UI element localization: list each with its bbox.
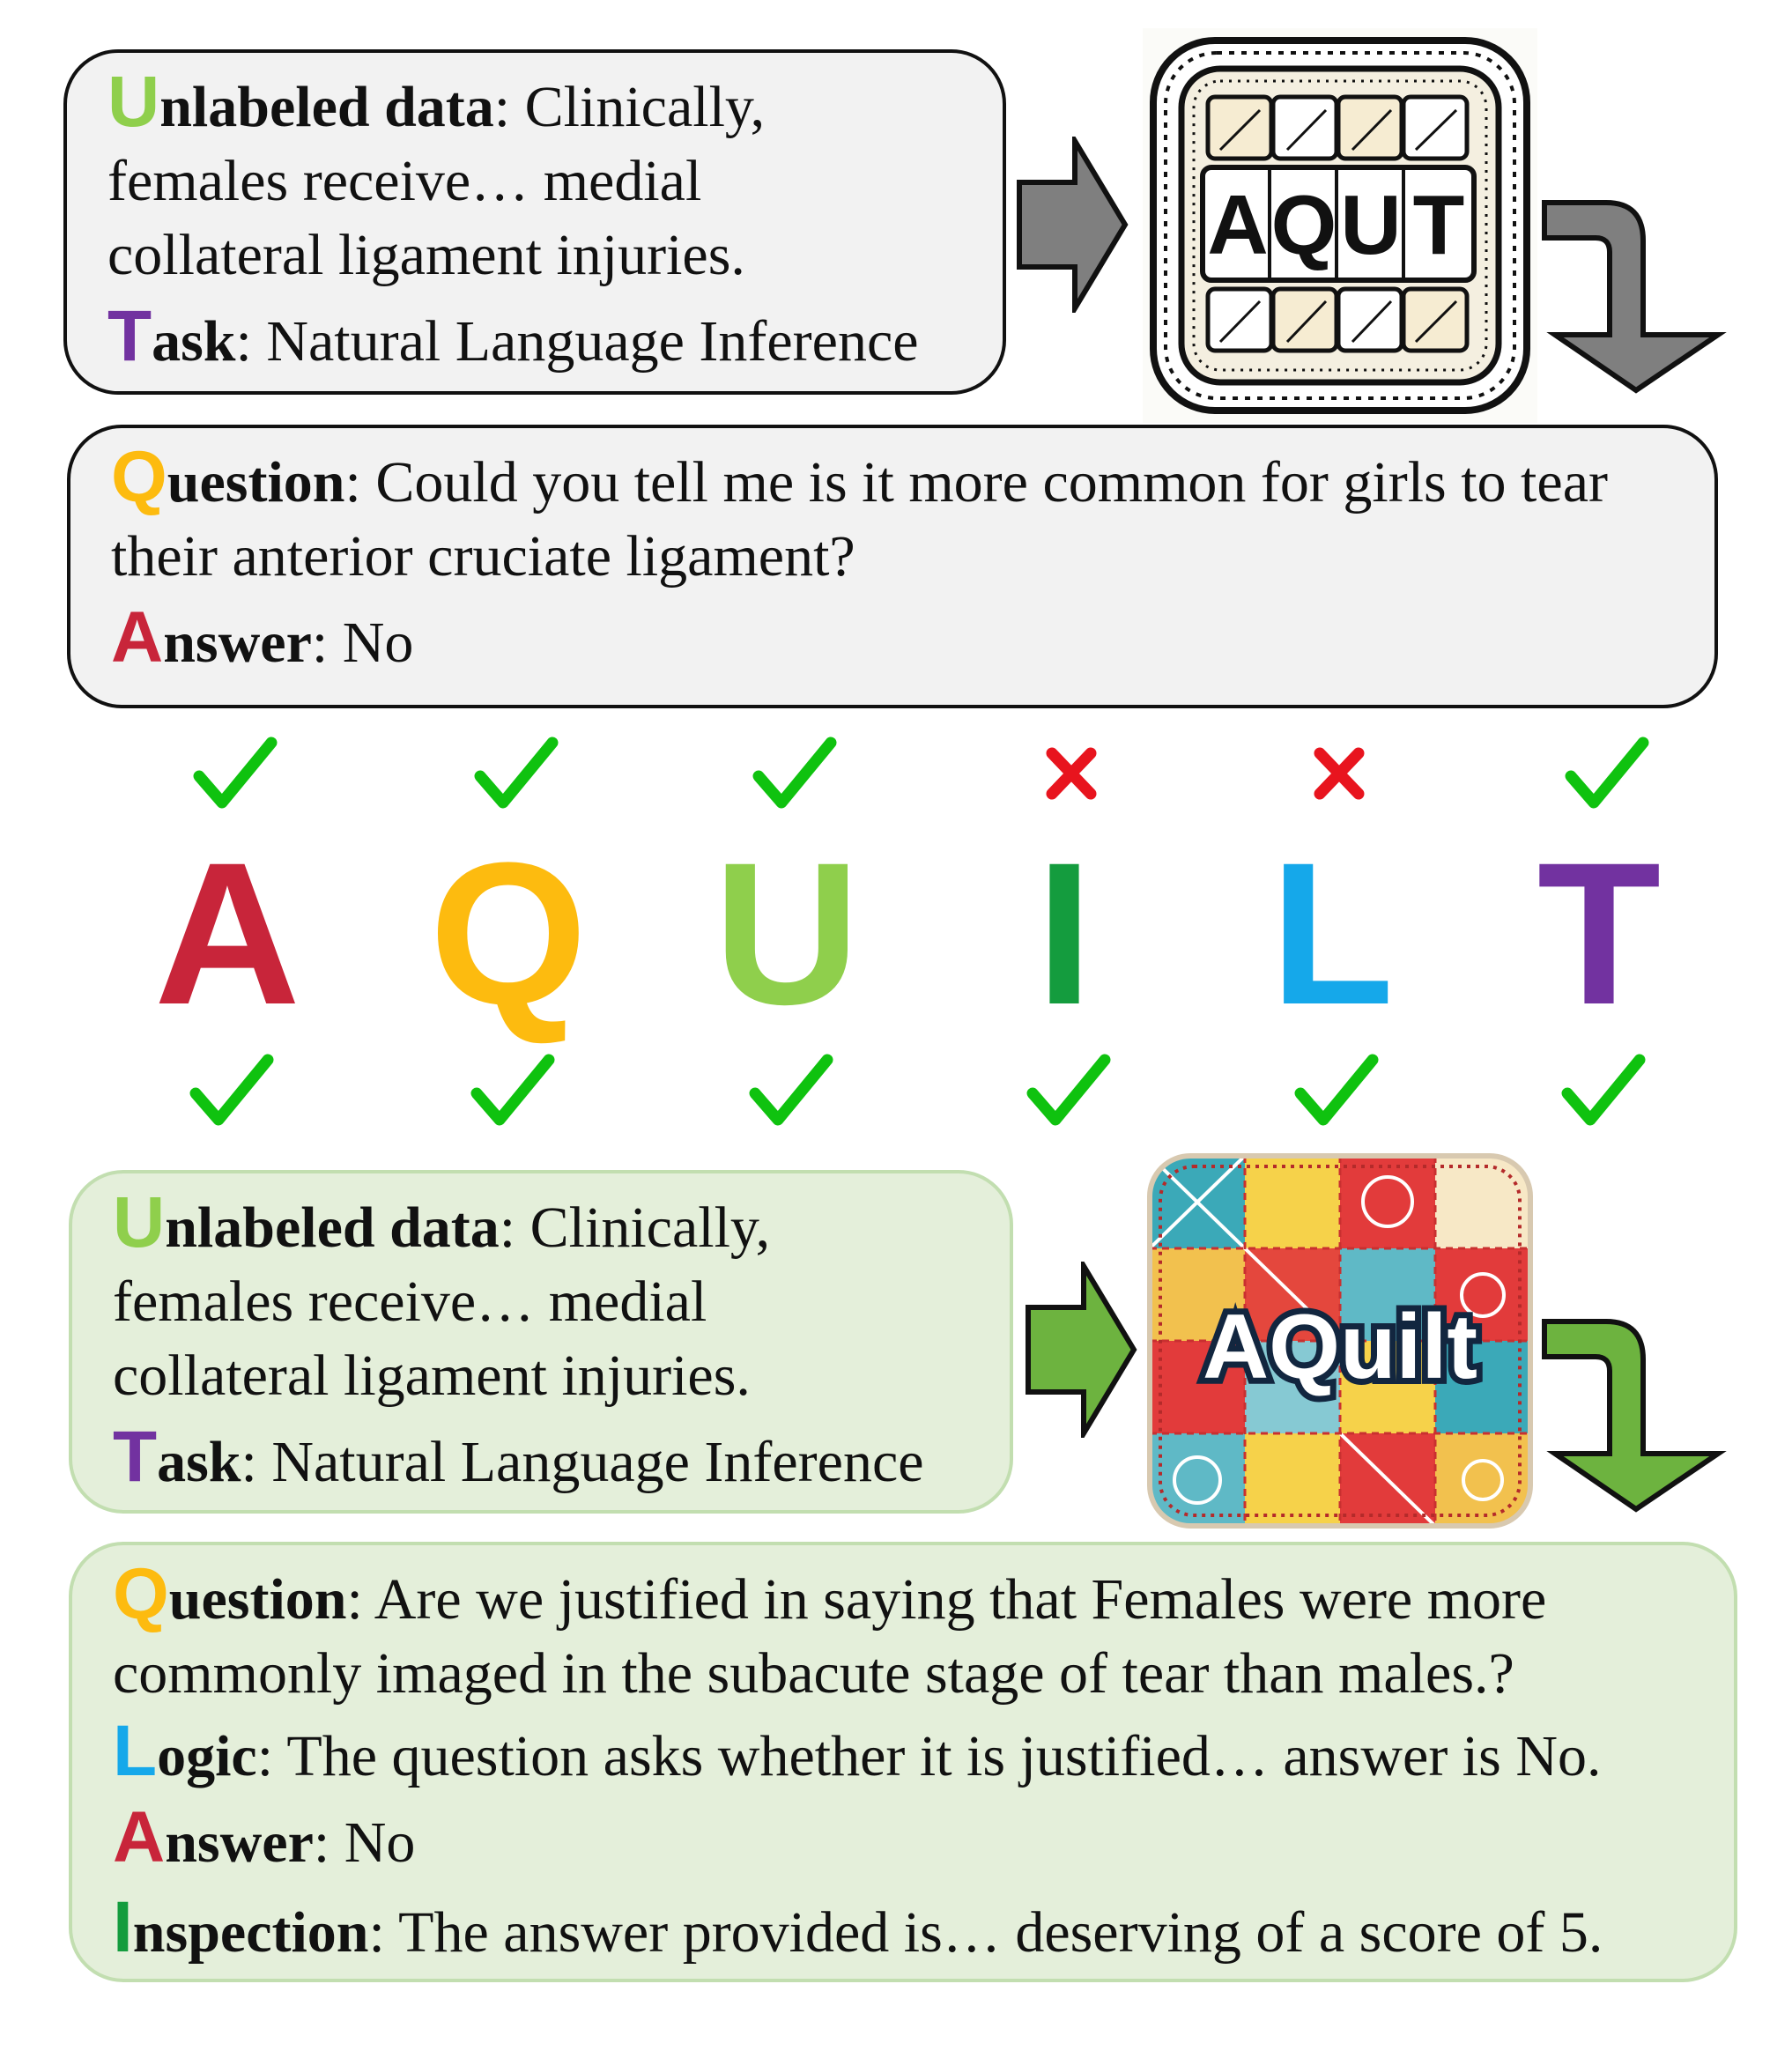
svg-text:Q: Q [1270,178,1337,272]
question-field: Question: Could you tell me is it more common for girls to tear [111,437,1608,517]
inspection-field: Inspection: The answer provided is… deserving of a score of 5. [113,1887,1603,1967]
question-initial: Q [111,437,167,517]
check-icon-aquilt-i [1024,1051,1112,1130]
bottom-output-box [69,1542,1737,1982]
task-field: Task: Natural Language Inference [107,296,919,376]
unlabeled-text: collateral ligament injuries. [107,223,745,287]
unlabeled-label: nlabeled data [165,1196,500,1260]
task-initial: T [113,1417,158,1497]
bottom-input-box [69,1170,1013,1514]
answer-field: Answer: No [113,1797,416,1877]
answer-text: No [330,1810,416,1875]
check-icon-aquilt-t [1559,1051,1647,1130]
check-icon-aqut-u [750,734,838,813]
inspection-text: The answer provided is… deserving of a score of 5. [384,1900,1603,1965]
question-text: commonly imaged in the subacute stage of tear than males.? [113,1641,1514,1706]
task-label: ask [152,309,236,374]
task-field: Task: Natural Language Inference [113,1417,924,1497]
aquilt-icon [1141,1147,1539,1535]
question-text: their anterior cruciate ligament? [111,524,855,589]
unlabeled-text: females receive… medial [113,1270,707,1334]
check-icon-aquilt-l [1292,1051,1380,1130]
cross-icon-aqut-l [1295,734,1383,813]
curved-down-arrow-icon [1537,1311,1736,1514]
curved-down-arrow-icon [1537,192,1736,395]
right-arrow-icon [1015,137,1129,313]
question-text: Could you tell me is it more common for girls to tear [360,450,1608,514]
inspection-label: nspection [132,1900,369,1965]
top-output-box [67,425,1718,708]
task-initial: T [107,296,152,376]
unlabeled-initial: U [113,1182,166,1262]
task-text: Natural Language Inference [256,1430,924,1494]
unlabeled-text: collateral ligament injuries. [113,1344,751,1408]
logic-field: Logic: The question asks whether it is justified… answer is No. [113,1711,1602,1791]
answer-label: nswer [165,1810,314,1875]
unlabeled-text: Clinically, [510,75,766,139]
answer-initial: A [113,1797,166,1877]
cross-icon-aqut-i [1027,734,1115,813]
unlabeled-text: Clinically, [515,1196,771,1260]
check-icon-aqut-q [471,734,559,813]
unlabeled-initial: U [107,62,160,142]
logic-text: The question asks whether it is justified… answer is No. [273,1724,1602,1788]
check-icon-aquilt-a [187,1051,275,1130]
answer-initial: A [111,597,164,677]
check-icon-aquilt-q [468,1051,556,1130]
unlabeled-data-field: Unlabeled data: Clinically, [113,1182,771,1262]
svg-text:A: A [1207,178,1269,272]
check-icon-aquilt-u [746,1051,834,1130]
inspection-initial: I [113,1887,133,1967]
answer-text: No [328,611,414,675]
letter-i: I [1036,820,1092,1047]
letter-l: L [1270,820,1395,1047]
question-text: Are we justified in saying that Females were more [362,1567,1547,1632]
letter-t: T [1537,820,1662,1047]
answer-field: Answer: No [111,597,414,677]
logic-label: ogic [157,1724,257,1788]
letter-a: A [153,820,301,1047]
check-icon-aqut-t [1562,734,1650,813]
unlabeled-text: females receive… medial [107,149,702,213]
question-label: uestion [168,1567,347,1632]
question-label: uestion [167,450,345,514]
letter-u: U [713,820,861,1047]
question-field: Question: Are we justified in saying that Females were more [113,1554,1547,1634]
aquilt-logo-text: AQuilt [1203,1296,1477,1398]
top-input-box [63,49,1006,395]
logic-initial: L [113,1711,158,1791]
unlabeled-label: nlabeled data [159,75,494,139]
question-initial: Q [113,1554,169,1634]
svg-text:U: U [1340,178,1402,272]
task-text: Natural Language Inference [251,309,919,374]
task-label: ask [157,1430,241,1494]
answer-label: nswer [163,611,312,675]
aqut-icon [1141,26,1539,425]
svg-text:T: T [1412,178,1465,272]
unlabeled-data-field: Unlabeled data: Clinically, [107,62,766,142]
check-icon-aqut-a [190,734,278,813]
letter-q: Q [429,820,588,1047]
right-arrow-icon [1024,1262,1138,1438]
